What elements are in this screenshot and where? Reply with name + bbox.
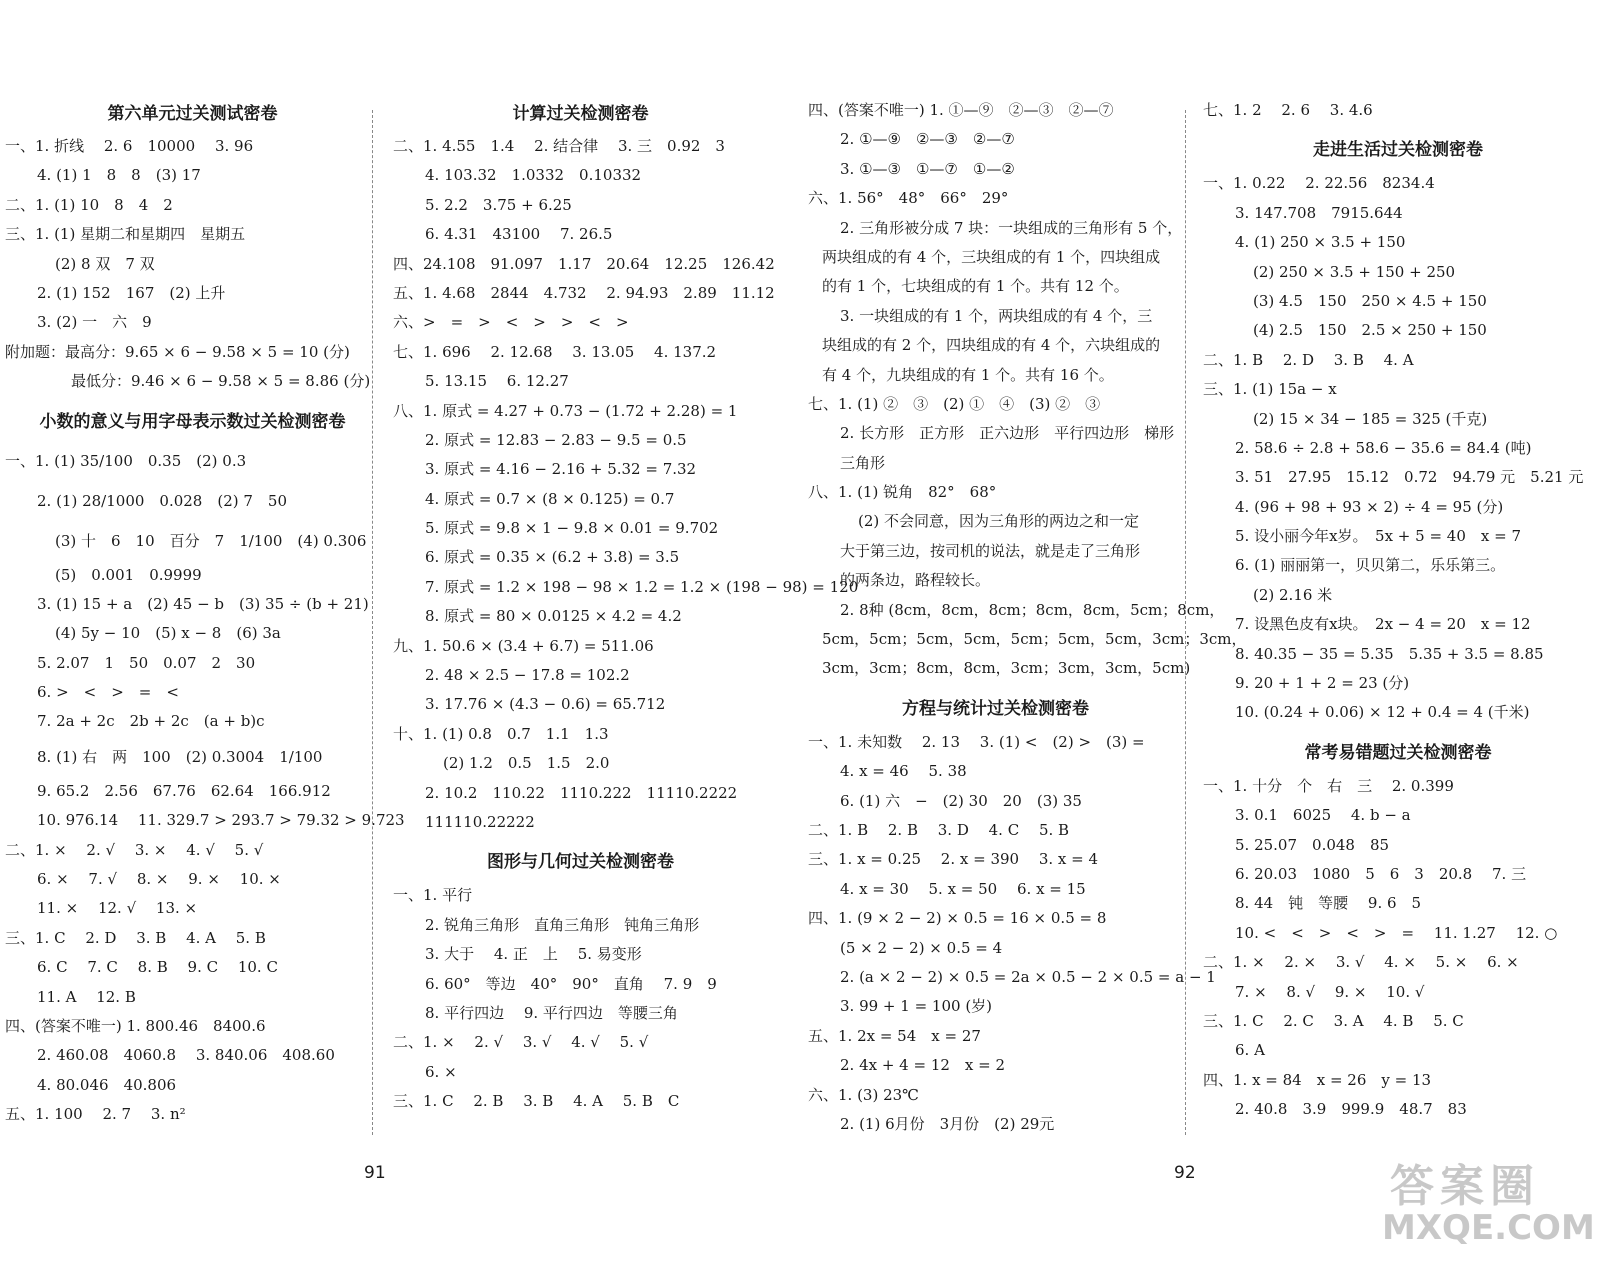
answer-line: 8. 44 钝 等腰 9. 6 5 — [1235, 894, 1422, 913]
answer-line: 一、1. 十分 个 右 三 2. 0.399 — [1203, 776, 1454, 795]
answer-line: 10. < < > < > = 11. 1.27 12. ○ — [1235, 923, 1558, 942]
answer-line: 11. A 12. B — [37, 987, 136, 1006]
answer-line: 二、1. × 2. √ 3. × 4. √ 5. √ — [5, 840, 264, 859]
answer-line: 6. × — [425, 1062, 457, 1081]
answer-line: 3. 147.708 7915.644 — [1235, 203, 1403, 222]
answer-line: 5. 25.07 0.048 85 — [1235, 835, 1390, 854]
answer-line: (5 × 2 − 2) × 0.5 = 4 — [840, 938, 1003, 957]
answer-line: 2. (a × 2 − 2) × 0.5 = 2a × 0.5 − 2 × 0.5 = a − 1 — [840, 967, 1216, 986]
section-title: 方程与统计过关检测密卷 — [902, 698, 1089, 719]
answer-line: 2. 三角形被分成 7 块：一块组成的三角形有 5 个， — [840, 218, 1183, 237]
answer-column-1 — [5, 96, 405, 1130]
answer-line: 2. 8种 (8cm，8cm，8cm；8cm，8cm，5cm；8cm， — [840, 600, 1225, 619]
answer-line: 三、1. C 2. D 3. B 4. A 5. B — [5, 928, 266, 947]
answer-line: 三、1. (1) 星期二和星期四 星期五 — [5, 225, 246, 244]
answer-line: 3. 大于 4. 正 上 5. 易变形 — [425, 945, 642, 964]
answer-line: 四、1. x = 84 x = 26 y = 13 — [1203, 1070, 1432, 1089]
answer-line: 5. 原式 = 9.8 × 1 − 9.8 × 0.01 = 9.702 — [425, 519, 719, 538]
answer-line: 五、1. 2x = 54 x = 27 — [808, 1026, 981, 1045]
answer-line: 3. (2) 一 六 9 — [37, 313, 152, 332]
answer-line: (3) 4.5 150 250 × 4.5 + 150 — [1253, 291, 1487, 310]
answer-line: 一、1. 0.22 2. 22.56 8234.4 — [1203, 174, 1435, 193]
answer-line: 六、> = > < > > < > — [393, 313, 629, 332]
answer-line: 2. (1) 28/1000 0.028 (2) 7 50 — [37, 491, 287, 510]
answer-column-2 — [393, 96, 859, 1117]
answer-line: 2. 原式 = 12.83 − 2.83 − 9.5 = 0.5 — [425, 430, 687, 449]
answer-line: 9. 65.2 2.56 67.76 62.64 166.912 — [37, 781, 331, 800]
answer-line: (2) 8 双 7 双 — [55, 254, 155, 273]
answer-line: 6. > < > = < — [37, 683, 179, 702]
answer-line: 6. 4.31 43100 7. 26.5 — [425, 225, 613, 244]
answer-line: 块组成的有 2 个，四块组成的有 4 个，六块组成的 — [822, 336, 1161, 355]
answer-line: 8. 40.35 − 35 = 5.35 5.35 + 3.5 = 8.85 — [1235, 644, 1544, 663]
answer-line: 10. 976.14 11. 329.7 > 293.7 > 79.32 > 9.723 — [37, 811, 405, 830]
answer-line: 2. 锐角三角形 直角三角形 钝角三角形 — [425, 915, 700, 934]
answer-line: 5cm，5cm；5cm，5cm，5cm；5cm，5cm，3cm；3cm， — [822, 630, 1247, 649]
answer-line: 2. (1) 152 167 (2) 上升 — [37, 283, 226, 302]
answer-line: 二、1. (1) 10 8 4 2 — [5, 195, 173, 214]
answer-line: (4) 2.5 150 2.5 × 250 + 150 — [1253, 321, 1487, 340]
answer-line: 四、1. (9 × 2 − 2) × 0.5 = 16 × 0.5 = 8 — [808, 909, 1107, 928]
answer-line: 的两条边，路程较长。 — [840, 571, 991, 590]
column-divider-right — [1185, 110, 1186, 1135]
answer-line: 五、1. 100 2. 7 3. n² — [5, 1105, 186, 1124]
answer-line: (5) 0.001 0.9999 — [55, 565, 202, 584]
answer-line: 七、1. 696 2. 12.68 3. 13.05 4. 137.2 — [393, 342, 717, 361]
answer-line: 2. 4x + 4 = 12 x = 2 — [840, 1056, 1006, 1075]
answer-line: 2. 460.08 4060.8 3. 840.06 408.60 — [37, 1046, 335, 1065]
answer-line: 四、(答案不唯一) 1. ①—⑨ ②—③ ②—⑦ — [808, 101, 1114, 119]
watermark-logo — [1376, 1150, 1595, 1260]
answer-line: (2) 15 × 34 − 185 = 325 (千克) — [1253, 409, 1488, 428]
answer-line: 6. 原式 = 0.35 × (6.2 + 3.8) = 3.5 — [425, 548, 680, 567]
answer-line: (2) 2.16 米 — [1253, 585, 1333, 604]
answer-line: (2) 250 × 3.5 + 150 + 250 — [1253, 262, 1456, 281]
answer-line: 7. 设黑色皮有x块。 2x − 4 = 20 x = 12 — [1235, 615, 1531, 634]
answer-line: 二、1. B 2. B 3. D 4. C 5. B — [808, 820, 1070, 839]
answer-line: 三、1. (1) 15a − x — [1203, 380, 1337, 399]
answer-line: 3cm，3cm；8cm，8cm，3cm；3cm，3cm，5cm) — [822, 659, 1191, 678]
answer-line: (3) 十 6 10 百分 7 1/100 (4) 0.306 — [55, 531, 367, 550]
answer-line: 8. 原式 = 80 × 0.0125 × 4.2 = 4.2 — [425, 607, 682, 626]
page-number-left: 91 — [364, 1163, 386, 1183]
answer-line: (2) 不会同意，因为三角形的两边之和一定 — [858, 512, 1140, 531]
answer-line: 5. 2.07 1 50 0.07 2 30 — [37, 653, 256, 672]
answer-column-4 — [1203, 96, 1593, 1125]
answer-line: 4. 80.046 40.806 — [37, 1075, 177, 1094]
page-number-right: 92 — [1174, 1163, 1196, 1183]
answer-line: 3. 51 27.95 15.12 0.72 94.79 元 5.21 元 — [1235, 468, 1584, 487]
answer-line: 二、1. × 2. √ 3. √ 4. √ 5. √ — [393, 1033, 649, 1052]
answer-line: 三、1. C 2. B 3. B 4. A 5. B C — [393, 1092, 680, 1111]
answer-line: 有 4 个，九块组成的有 1 个。共有 16 个。 — [822, 365, 1114, 384]
answer-line: 11. × 12. √ 13. × — [37, 899, 198, 918]
answer-line: 八、1. (1) 锐角 82° 68° — [808, 483, 997, 502]
answer-line: 4. (96 + 98 + 93 × 2) ÷ 4 = 95 (分) — [1235, 497, 1504, 516]
answer-line: 3. 原式 = 4.16 − 2.16 + 5.32 = 7.32 — [425, 460, 697, 479]
answer-line: 六、1. (3) 23℃ — [808, 1085, 919, 1104]
answer-line: 一、1. (1) 35/100 0.35 (2) 0.3 — [5, 451, 247, 470]
answer-line: 2. 10.2 110.22 1110.222 11110.2222 — [425, 783, 738, 802]
answer-line: 6. × 7. √ 8. × 9. × 10. × — [37, 870, 281, 889]
answer-line: 4. x = 46 5. 38 — [840, 762, 967, 781]
answer-column-3 — [808, 96, 1247, 1139]
answer-line: 4. 103.32 1.0332 0.10332 — [425, 166, 642, 185]
answer-line: 6. A — [1235, 1041, 1265, 1060]
answer-line: 6. 60° 等边 40° 90° 直角 7. 9 9 — [425, 974, 717, 993]
answer-line: 七、1. (1) ② ③ (2) ① ④ (3) ② ③ — [808, 394, 1101, 413]
answer-line: 一、1. 未知数 2. 13 3. (1) < (2) > (3) = — [808, 732, 1145, 751]
answer-line: 2. ①—⑨ ②—③ ②—⑦ — [840, 130, 1015, 149]
answer-line: 111110.22222 — [425, 812, 535, 831]
answer-line: (4) 5y − 10 (5) x − 8 (6) 3a — [55, 624, 281, 643]
answer-line: 4. x = 30 5. x = 50 6. x = 15 — [840, 879, 1086, 898]
answer-line: 3. 17.76 × (4.3 − 0.6) = 65.712 — [425, 695, 666, 714]
section-title: 常考易错题过关检测密卷 — [1304, 742, 1492, 763]
answer-line: 三、1. x = 0.25 2. x = 390 3. x = 4 — [808, 850, 1099, 869]
answer-line: 七、1. 2 2. 6 3. 4.6 — [1203, 101, 1373, 119]
answer-line: 10. (0.24 + 0.06) × 12 + 0.4 = 4 (千米) — [1235, 703, 1530, 722]
answer-line: 四、24.108 91.097 1.17 20.64 12.25 126.42 — [393, 254, 775, 273]
answer-line: 5. 13.15 6. 12.27 — [425, 372, 569, 391]
answer-line: 5. 2.2 3.75 + 6.25 — [425, 195, 572, 214]
answer-line: 附加题：最高分：9.65 × 6 − 9.58 × 5 = 10 (分) — [5, 342, 350, 361]
answer-line: 8. 平行四边 9. 平行四边 等腰三角 — [425, 1003, 678, 1022]
answer-line: 的有 1 个，七块组成的有 1 个。共有 12 个。 — [822, 277, 1129, 296]
answer-line: 一、1. 折线 2. 6 10000 3. 96 — [5, 137, 254, 155]
answer-line: 3. 99 + 1 = 100 (岁) — [840, 997, 993, 1016]
section-title: 走进生活过关检测密卷 — [1313, 140, 1483, 161]
answer-line: 4. (1) 1 8 8 (3) 17 — [37, 166, 201, 185]
answer-line: 2. 48 × 2.5 − 17.8 = 102.2 — [425, 666, 630, 685]
answer-line: 十、1. (1) 0.8 0.7 1.1 1.3 — [393, 724, 609, 743]
answer-line: 4. (1) 250 × 3.5 + 150 — [1235, 233, 1406, 252]
answer-line: (2) 1.2 0.5 1.5 2.0 — [443, 754, 610, 773]
answer-line: 2. 40.8 3.9 999.9 48.7 83 — [1235, 1100, 1467, 1119]
section-title: 第六单元过关测试密卷 — [107, 104, 278, 124]
answer-line: 6. C 7. C 8. B 9. C 10. C — [37, 958, 278, 977]
answer-line: 6. (1) 丽丽第一，贝贝第二，乐乐第三。 — [1235, 556, 1506, 575]
answer-line: 4. 原式 = 0.7 × (8 × 0.125) = 0.7 — [425, 489, 675, 508]
answer-line: 7. 原式 = 1.2 × 198 − 98 × 1.2 = 1.2 × (198 − 98) = 120 — [425, 577, 859, 596]
answer-line: 2. 长方形 正方形 正六边形 平行四边形 梯形 — [840, 424, 1175, 443]
section-title: 小数的意义与用字母表示数过关检测密卷 — [39, 411, 346, 432]
answer-line: 三、1. C 2. C 3. A 4. B 5. C — [1203, 1011, 1464, 1030]
section-title: 计算过关检测密卷 — [512, 104, 649, 124]
answer-line: 五、1. 4.68 2844 4.732 2. 94.93 2.89 11.12 — [393, 283, 775, 302]
answer-line: 最低分：9.46 × 6 − 9.58 × 5 = 8.86 (分) — [71, 372, 371, 391]
answer-line: 3. 一块组成的有 1 个，两块组成的有 4 个，三 — [840, 306, 1153, 325]
answer-line: 6. 20.03 1080 5 6 3 20.8 7. 三 — [1235, 864, 1527, 883]
answer-line: 八、1. 原式 = 4.27 + 0.73 − (1.72 + 2.28) = 1 — [393, 401, 738, 420]
answer-line: 3. ①—③ ①—⑦ ①—② — [840, 159, 1015, 178]
answer-line: 二、1. B 2. D 3. B 4. A — [1203, 350, 1414, 369]
answer-line: 7. 2a + 2c 2b + 2c (a + b)c — [37, 712, 265, 731]
watermark-url: MXQE.COM — [1382, 1208, 1595, 1248]
watermark-title: 答案圈 — [1390, 1161, 1540, 1212]
answer-line: 二、1. 4.55 1.4 2. 结合律 3. 三 0.92 3 — [393, 137, 725, 155]
answer-line: 2. 58.6 ÷ 2.8 + 58.6 − 35.6 = 84.4 (吨) — [1235, 438, 1532, 457]
answer-line: 8. (1) 右 两 100 (2) 0.3004 1/100 — [37, 747, 323, 766]
answer-line: 5. 设小丽今年x岁。 5x + 5 = 40 x = 7 — [1235, 527, 1521, 546]
answer-line: 3. 0.1 6025 4. b − a — [1235, 806, 1411, 825]
answer-line: 三角形 — [840, 453, 886, 472]
answer-line: 二、1. × 2. × 3. √ 4. × 5. × 6. × — [1203, 953, 1519, 972]
answer-line: 九、1. 50.6 × (3.4 + 6.7) = 511.06 — [393, 636, 654, 655]
answer-line: 7. × 8. √ 9. × 10. √ — [1235, 982, 1425, 1001]
answer-line: 两块组成的有 4 个，三块组成的有 1 个，四块组成 — [822, 247, 1161, 266]
answer-line: 2. (1) 6月份 3月份 (2) 29元 — [840, 1114, 1055, 1133]
answer-line: 四、(答案不唯一) 1. 800.46 8400.6 — [5, 1016, 266, 1035]
answer-line: 大于第三边，按司机的说法，就是走了三角形 — [840, 541, 1141, 560]
section-title: 图形与几何过关检测密卷 — [487, 852, 674, 873]
answer-line: 3. (1) 15 + a (2) 45 − b (3) 35 ÷ (b + 21) — [37, 594, 369, 613]
column-divider-left — [372, 110, 373, 1135]
answer-line: 六、1. 56° 48° 66° 29° — [808, 189, 1009, 208]
answer-line: 6. (1) 六 − (2) 30 20 (3) 35 — [840, 791, 1082, 810]
answer-line: 一、1. 平行 — [393, 886, 473, 905]
answer-line: 9. 20 + 1 + 2 = 23 (分) — [1235, 674, 1410, 693]
